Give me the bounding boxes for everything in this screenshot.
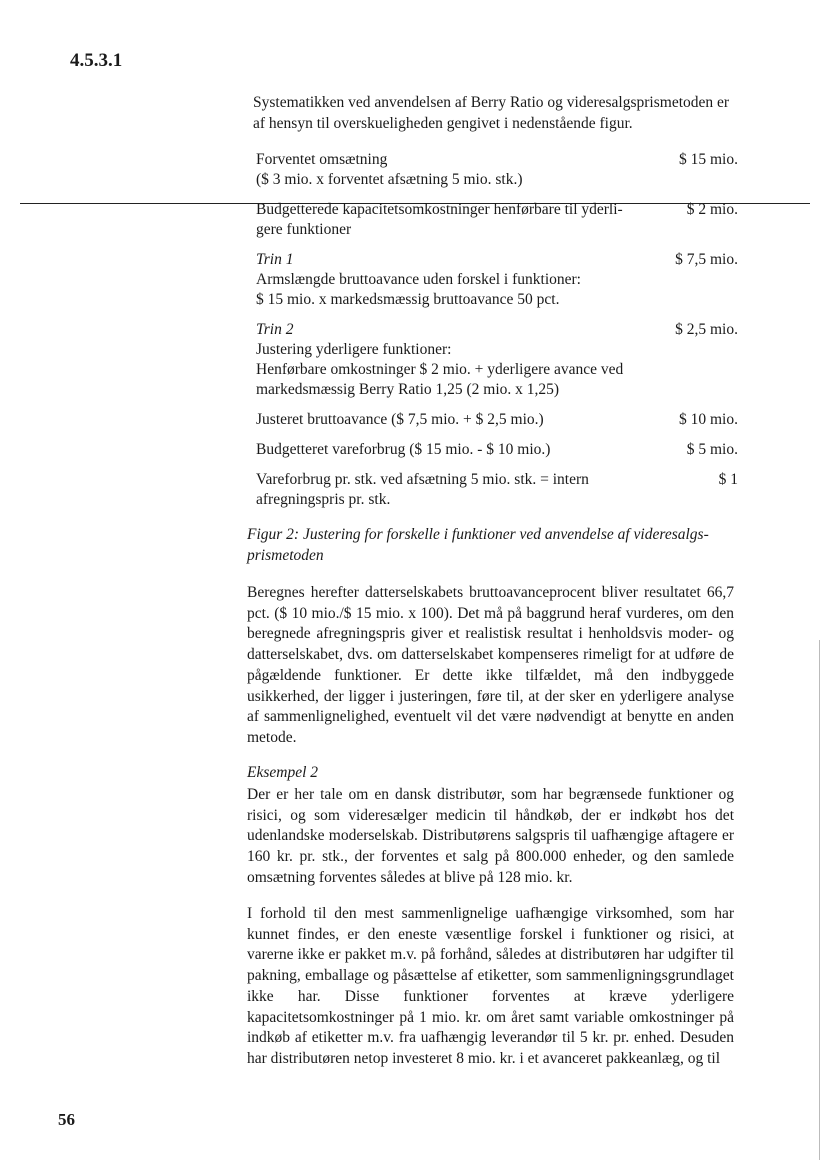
- step-label: Trin 2: [256, 321, 294, 338]
- intro-paragraph: Systematikken ved anvendelsen af Berry Ratio og videresalgsprismetoden er af hensyn til overskueligheden gengivet i nedenstående figur.: [253, 94, 730, 132]
- figure-table: [256, 150, 738, 510]
- page-number: 56: [58, 1110, 75, 1129]
- row-label-line: Vareforbrug pr. stk. ved afsætning 5 mio. stk. = intern: [256, 471, 589, 488]
- figure-row-budgeted-cogs: [256, 440, 738, 460]
- row-label-line: $ 15 mio. x markedsmæssig bruttoavance 50 pct.: [256, 291, 560, 308]
- row-label-line: Budgetterede kapacitetsomkostninger henførbare til yderli-: [256, 201, 623, 218]
- body-paragraph-3: I forhold til den mest sammenlignelige uafhængige virksomhed, som har kunnet findes, er den eneste væsentlige forskel i funktioner og risici, at varerne ikke er pakket m.v. på forhånd, således at distributøren har udgifter til pakning, emballage og påsættelse af etiketter, som sammenligningsgrundlaget ikke har. Disse funktioner forventes at kræve yderligere kapacitetsomkostninger på 1 mio. kr. om året samt variable omkostninger på indkøb af etiketter m.v. fra uafhængig leverandør til 5 kr. pr. enhed. Desuden har distributøren netop investeret 8 mio. kr. i et avanceret pakkeanlæg, og til: [247, 905, 734, 1067]
- row-label-line: Armslængde bruttoavance uden forskel i funktioner:: [256, 271, 581, 288]
- row-amount: $ 2 mio.: [686, 201, 738, 218]
- row-label-line: markedsmæssig Berry Ratio 1,25 (2 mio. x 1,25): [256, 381, 560, 398]
- scan-margin-line: [819, 640, 820, 1160]
- figure-caption: Figur 2: Justering for forskelle i funktioner ved anvendelse af videresalgs-prismetoden: [247, 526, 709, 564]
- example-heading: Eksempel 2: [247, 764, 319, 781]
- row-label-line: Budgetteret vareforbrug ($ 15 mio. - $ 10 mio.): [256, 441, 551, 458]
- row-label-line: Justering yderligere funktioner:: [256, 341, 452, 358]
- row-amount: $ 15 mio.: [679, 151, 738, 168]
- row-label-line: Henførbare omkostninger $ 2 mio. + yderligere avance ved: [256, 361, 624, 378]
- row-amount: $ 10 mio.: [679, 411, 738, 428]
- figure-row-transfer-price: [256, 470, 738, 510]
- row-amount: $ 2,5 mio.: [675, 321, 738, 338]
- body-paragraph-2: Der er her tale om en dansk distributør, som har begrænsede funktioner og risici, og som videresælger medicin til håndkøb, der er indkøbt hos det udenlandske moderselskab. Distributørens salgspris til uafhængige aftagere er 160 kr. pr. stk., der forventes et salg på 800.000 enheder, og den samlede omsætning forventes således at blive på 128 mio. kr.: [247, 786, 734, 886]
- row-amount: $ 1: [718, 471, 738, 488]
- row-label-line: afregningspris pr. stk.: [256, 491, 391, 508]
- body-paragraph-1: Beregnes herefter datterselskabets bruttoavanceprocent bliver resultatet 66,7 pct. ($ 10 mio./$ 15 mio. x 100). Det må på baggrund heraf vurderes, om den beregnede afregningspris giver et realistisk resultat i henholdsvis moder- og datterselskabet, dvs. om datterselskabet kompenseres rimeligt for at udføre de pågældende funktioner. Er dette ikke tilfældet, må den indbyggede usikkerhed, der ligger i justeringen, føre til, at der sker en yderligere analyse af sammenlignelighed, eventuelt vil det være nødvendigt at benytte en anden metode.: [247, 584, 734, 746]
- row-label-line: Forventet omsætning: [256, 151, 388, 168]
- row-label-line: Justeret bruttoavance ($ 7,5 mio. + $ 2,5 mio.): [256, 411, 544, 428]
- section-number: 4.5.3.1: [70, 50, 123, 71]
- step-label: Trin 1: [256, 251, 294, 268]
- figure-row-capacity-costs: [256, 200, 738, 240]
- figure-row-step-1: [256, 250, 738, 310]
- figure-row-adjusted-gross-margin: [256, 410, 738, 430]
- row-label-line: ($ 3 mio. x forventet afsætning 5 mio. stk.): [256, 171, 523, 188]
- row-amount: $ 7,5 mio.: [675, 251, 738, 268]
- row-amount: $ 5 mio.: [686, 441, 738, 458]
- row-label-line: gere funktioner: [256, 221, 352, 238]
- figure-row-step-2: [256, 320, 738, 400]
- figure-row-expected-revenue: [256, 150, 738, 190]
